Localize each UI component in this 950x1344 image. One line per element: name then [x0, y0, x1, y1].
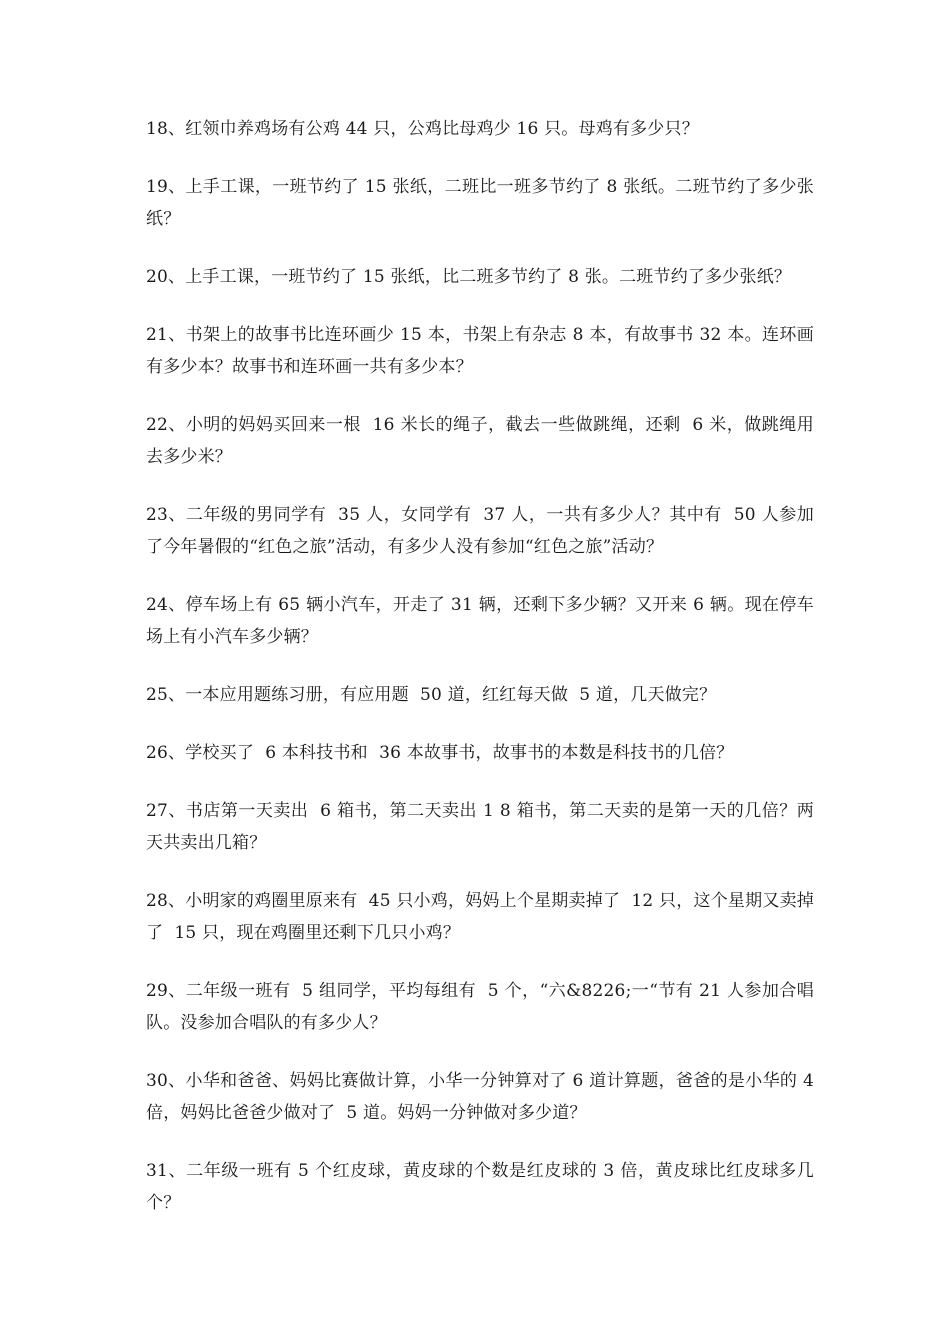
word-problem-list [146, 113, 820, 1245]
problem-29: 29、二年级一班有 5 组同学，平均每组有 5 个，“六&8226;一“节有 21 人参加合唱队。没参加合唱队的有多少人？ [146, 981, 814, 1033]
problem-28: 28、小明家的鸡圈里原来有 45 只小鸡，妈妈上个星期卖掉了 12 只，这个星期又卖掉了 15 只，现在鸡圈里还剩下几只小鸡？ [146, 891, 814, 943]
problem-23: 23、二年级的男同学有 35 人，女同学有 37 人，一共有多少人？其中有 50 人参加了今年暑假的“红色之旅”活动，有多少人没有参加“红色之旅”活动？ [146, 505, 814, 557]
problem-25: 25、一本应用题练习册，有应用题 50 道，红红每天做 5 道，几天做完？ [146, 685, 717, 705]
problem-26: 26、学校买了 6 本科技书和 36 本故事书，故事书的本数是科技书的几倍？ [146, 743, 734, 763]
problem-18: 18、红领巾养鸡场有公鸡 44 只，公鸡比母鸡少 16 只。母鸡有多少只？ [146, 119, 699, 139]
problem-22: 22、小明的妈妈买回来一根 16 米长的绳子，截去一些做跳绳，还剩 6 米，做跳绳用去多少米？ [146, 415, 814, 467]
problem-24: 24、停车场上有 65 辆小汽车，开走了 31 辆，还剩下多少辆？又开来 6 辆。现在停车场上有小汽车多少辆？ [146, 595, 814, 647]
problem-21: 21、书架上的故事书比连环画少 15 本，书架上有杂志 8 本，有故事书 32 本。连环画有多少本？故事书和连环画一共有多少本？ [146, 325, 814, 377]
problem-31: 31、二年级一班有 5 个红皮球，黄皮球的个数是红皮球的 3 倍，黄皮球比红皮球多几个？ [146, 1161, 814, 1213]
problem-19: 19、上手工课，一班节约了 15 张纸，二班比一班多节约了 8 张纸。二班节约了多少张纸？ [146, 177, 814, 229]
problem-20: 20、上手工课，一班节约了 15 张纸，比二班多节约了 8 张。二班节约了多少张纸？ [146, 267, 792, 287]
problem-27: 27、书店第一天卖出 6 箱书，第二天卖出 1 8 箱书，第二天卖的是第一天的几倍？两天共卖出几箱？ [146, 801, 814, 853]
problem-30: 30、小华和爸爸、妈妈比赛做计算，小华一分钟算对了 6 道计算题，爸爸的是小华的 4 倍，妈妈比爸爸少做对了 5 道。妈妈一分钟做对多少道？ [146, 1071, 820, 1123]
